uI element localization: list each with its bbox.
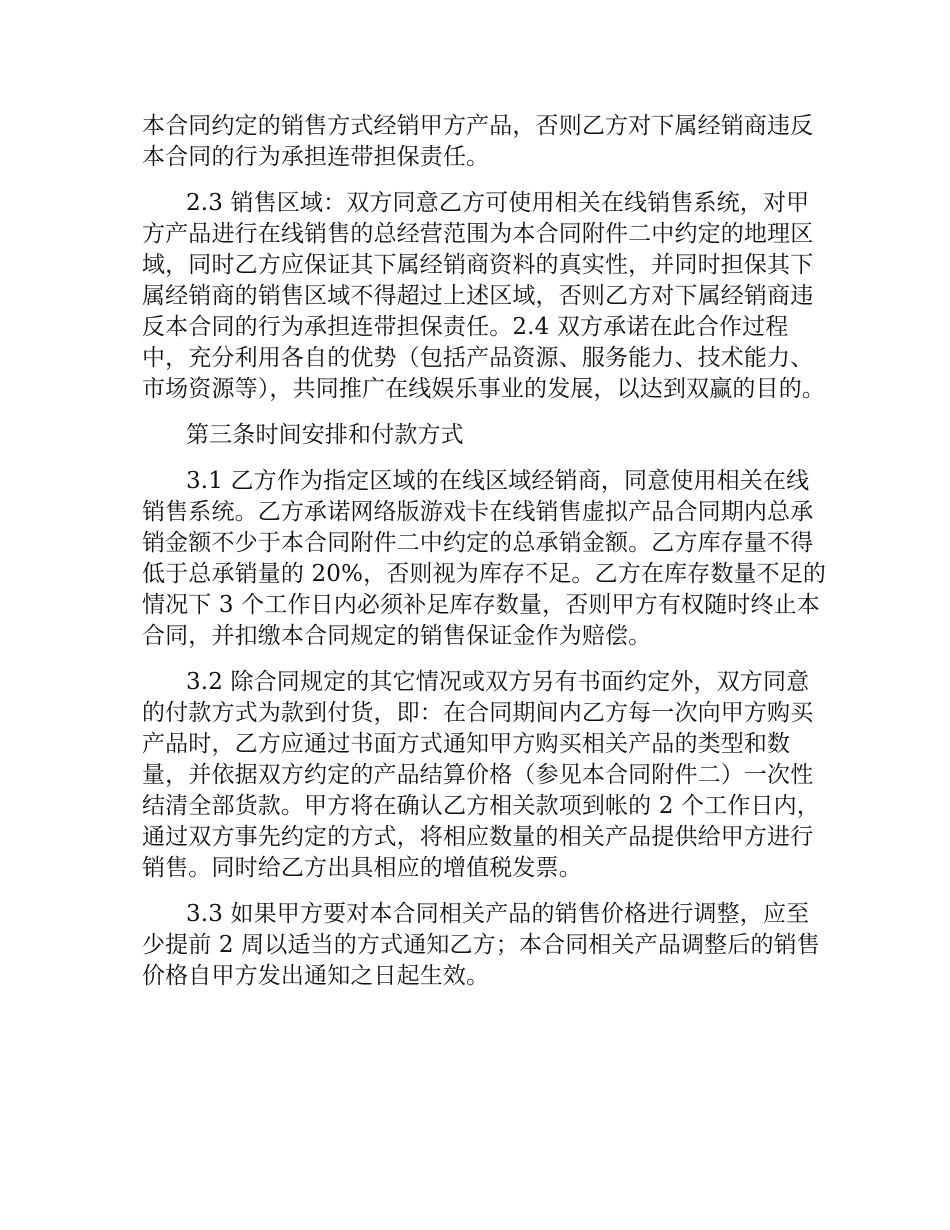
section-heading-article-3: 第三条时间安排和付款方式 bbox=[186, 422, 464, 448]
paragraph-3-3-price-adjustment: 3.3 如果甲方要对本合同相关产品的销售价格进行调整，应至少提前 2 周以适当的方式通知乙方；本合同相关产品调整后的销售价格自甲方发出通知之日起生效。 bbox=[142, 901, 820, 989]
paragraph-3-2-payment-method: 3.2 除合同规定的其它情况或双方另有书面约定外，双方同意的付款方式为款到付货，即：在合同期间内乙方每一次向甲方购买产品时，乙方应通过书面方式通知甲方购买相关产品的类型和数量，并依据双方约定的产品结算价格（参见本合同附件二）一次性结清全部货款。甲方将在确认乙方相关款项到帐的 2 个工作日内，通过双方事先约定的方式，将相应数量的相关产品提供给甲方进行销售。同时给乙方出具相应的增值税发票。 bbox=[142, 669, 820, 881]
paragraph-continuation: 本合同约定的销售方式经销甲方产品，否则乙方对下属经销商违反本合同的行为承担连带担保责任。 bbox=[142, 113, 814, 170]
paragraph-2-3-sales-region: 2.3 销售区域：双方同意乙方可使用相关在线销售系统，对甲方产品进行在线销售的总经营范围为本合同附件二中约定的地理区域，同时乙方应保证其下属经销商资料的真实性，并同时担保其下属经销商的销售区域不得超过上述区域，否则乙方对下属经销商违反本合同的行为承担连带担保责任。2.4 双方承诺在此合作过程中，充分利用各自的优势（包括产品资源、服务能力、技术能力、市场资源等），共同推广在线娱乐事业的发展，以达到双赢的目的。 bbox=[142, 190, 825, 402]
document-body bbox=[142, 111, 832, 1007]
paragraph-3-1-distributor-obligations: 3.1 乙方作为指定区域的在线区域经销商，同意使用相关在线销售系统。乙方承诺网络版游戏卡在线销售虚拟产品合同期内总承销金额不少于本合同附件二中约定的总承销金额。乙方库存量不得低于总承销量的 20%，否则视为库存不足。乙方在库存数量不足的情况下 3 个工作日内必须补足库存数量，否则甲方有权随时终止本合同，并扣缴本合同规定的销售保证金作为赔偿。 bbox=[142, 468, 827, 649]
